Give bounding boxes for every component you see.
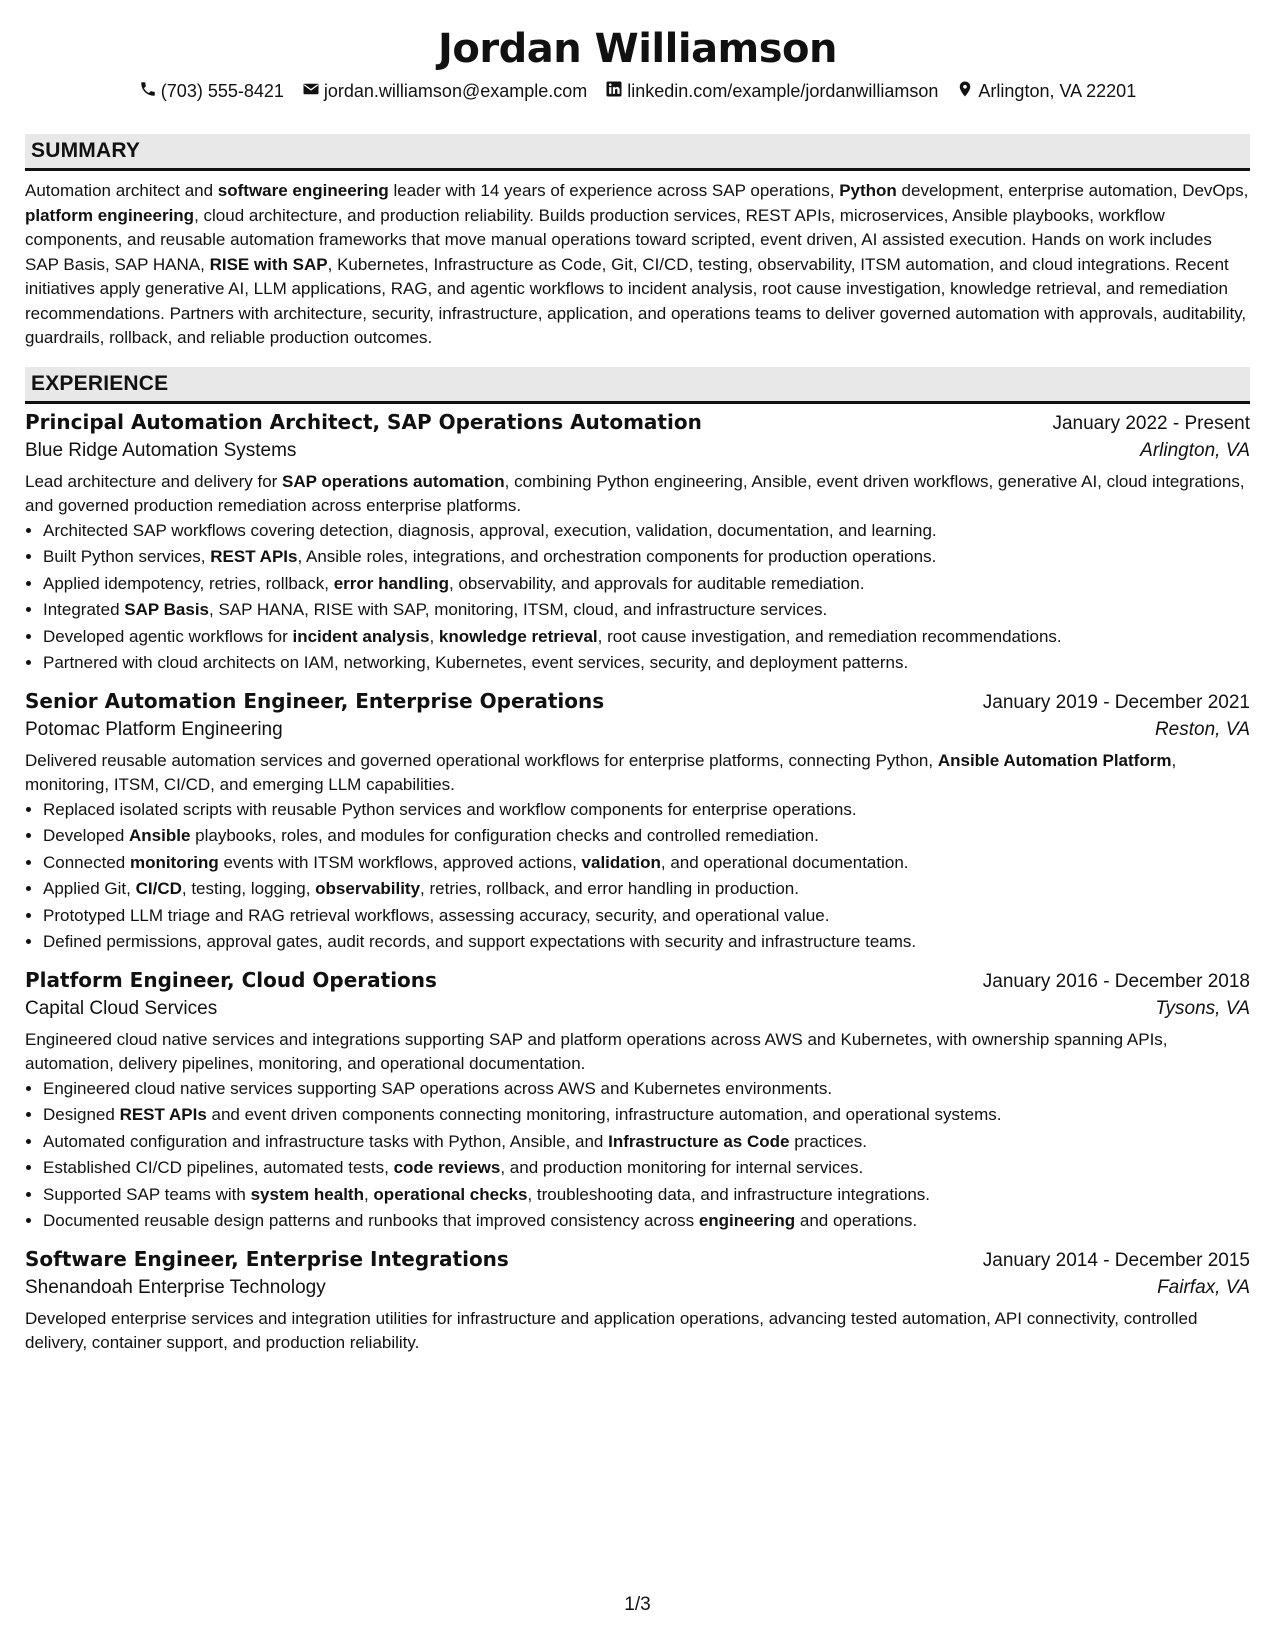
job-header-row — [25, 968, 1250, 993]
job-company-row — [25, 998, 1250, 1020]
text-run: Built Python services, — [43, 547, 211, 566]
text-run: , and production monitoring for internal services. — [500, 1158, 864, 1177]
text-run: Engineered cloud native services and integrations supporting SAP and platform operations across AWS and Kubernetes, with ownership spanning APIs, automation, delivery pipelines, monitoring, and operational documentation. — [25, 1029, 1168, 1073]
envelope-icon — [302, 80, 320, 103]
text-run: Automation architect and — [25, 181, 218, 200]
text-run: Defined permissions, approval gates, audit records, and support expectations with security and infrastructure teams. — [43, 932, 917, 951]
text-run: Applied Git, — [43, 879, 136, 898]
bullet-item — [43, 823, 1250, 850]
job-bullets — [25, 797, 1250, 956]
text-run: , — [363, 1184, 374, 1204]
contact-location — [956, 80, 1136, 103]
job-bullets — [25, 1076, 1250, 1235]
text-run: development, enterprise automation, DevOps, — [896, 181, 1249, 200]
job-location: Reston, VA — [1154, 718, 1250, 740]
text-run: Replaced isolated scripts with reusable Python services and workflow components for enterprise operations. — [43, 799, 857, 819]
bold-keyword: system health — [250, 1184, 364, 1204]
bullet-item — [43, 1129, 1250, 1156]
bold-keyword: engineering — [698, 1211, 796, 1230]
job-header-row — [25, 1247, 1250, 1272]
job-description — [25, 749, 1250, 797]
location-text: Arlington, VA 22201 — [978, 80, 1137, 101]
bullet-item — [43, 903, 1250, 930]
text-run: Established CI/CD pipelines, automated tests, — [43, 1158, 394, 1177]
bullet-item — [43, 850, 1250, 877]
text-run: Delivered reusable automation services and governed operational workflows for enterprise platforms, connecting Python, — [25, 750, 938, 770]
job-company-row — [25, 1277, 1250, 1299]
job-bullets — [25, 518, 1250, 677]
bold-keyword: validation — [581, 852, 661, 872]
bold-keyword: operational checks — [373, 1184, 528, 1204]
bold-keyword: platform engineering — [25, 205, 195, 225]
text-run: Lead architecture and delivery for — [25, 471, 283, 491]
text-run: Automated configuration and infrastructure tasks with Python, Ansible, and — [43, 1131, 609, 1151]
job-location: Fairfax, VA — [1157, 1276, 1250, 1298]
email-text[interactable]: jordan.williamson@example.com — [323, 80, 588, 101]
page-number: 1/3 — [624, 1594, 651, 1615]
bullet-item — [43, 1155, 1250, 1182]
bullet-item — [43, 1102, 1250, 1129]
bold-keyword: Ansible Automation Platform — [937, 750, 1172, 770]
contact-bar — [25, 78, 1250, 104]
experience-heading: EXPERIENCE — [25, 367, 1250, 404]
phone-text: (703) 555-8421 — [160, 80, 284, 101]
bullet-item — [43, 518, 1250, 545]
candidate-name: Jordan Williamson — [437, 26, 838, 72]
job-title: Software Engineer, Enterprise Integrations — [25, 1246, 509, 1271]
company-name: Blue Ridge Automation Systems — [25, 439, 297, 461]
bullet-item — [43, 876, 1250, 903]
job-company-row — [25, 719, 1250, 741]
bullet-item — [43, 1076, 1250, 1103]
bold-keyword: Ansible — [129, 826, 191, 845]
company-name: Capital Cloud Services — [25, 997, 218, 1019]
contact-phone — [139, 80, 284, 103]
bold-keyword: software engineering — [217, 181, 389, 200]
bullet-item — [43, 797, 1250, 824]
bold-keyword: Python — [839, 181, 897, 200]
text-run: events with ITSM workflows, approved actions, — [218, 852, 582, 872]
bold-keyword: monitoring — [129, 852, 219, 872]
text-run: Supported SAP teams with — [43, 1184, 251, 1204]
text-run: , and operational documentation. — [660, 852, 909, 872]
summary-text — [25, 179, 1250, 351]
bold-keyword: error handling — [333, 573, 449, 593]
text-run: playbooks, roles, and modules for configuration checks and controlled remediation. — [190, 826, 819, 845]
bold-keyword: Infrastructure as Code — [608, 1131, 790, 1151]
text-run: Developed enterprise services and integration utilities for infrastructure and application operations, advancing tested automation, API connectivity, controlled delivery, container support, and production reliability. — [25, 1308, 1198, 1352]
bullet-item — [43, 1182, 1250, 1209]
company-name: Shenandoah Enterprise Technology — [25, 1276, 326, 1298]
bullet-item — [43, 597, 1250, 624]
bold-keyword: REST APIs — [210, 547, 298, 566]
text-run: , Kubernetes, Infrastructure as Code, Git, CI/CD, testing, observability, ITSM automation, and cloud integrations. Recent initiatives apply generative AI, LLM applications, RAG, and agentic workflows to incident analysis, root cause investigation, knowledge retrieval, and remediation recommendations. Partners with architecture, security, infrastructure, application, and operations teams to deliver governed automation with approvals, auditability, guardrails, rollback, and reliable production outcomes. — [25, 254, 1247, 347]
bold-keyword: CI/CD — [135, 879, 182, 898]
job-description — [25, 1028, 1250, 1076]
bold-keyword: SAP operations automation — [282, 471, 505, 491]
text-run: Connected — [43, 852, 130, 872]
text-run: Partnered with cloud architects on IAM, networking, Kubernetes, event services, security, and deployment patterns. — [43, 653, 909, 672]
text-run: , monitoring, ITSM, CI/CD, and emerging LLM capabilities. — [25, 750, 1177, 794]
text-run: Prototyped LLM triage and RAG retrieval workflows, assessing accuracy, security, and operational value. — [43, 905, 830, 925]
bold-keyword: code reviews — [393, 1158, 501, 1177]
text-run: Integrated — [43, 600, 125, 619]
text-run: leader with 14 years of experience across SAP operations, — [388, 181, 840, 200]
job-location: Arlington, VA — [1140, 439, 1250, 461]
experience-list — [25, 410, 1250, 1355]
bold-keyword: observability — [315, 879, 421, 898]
text-run: and event driven components connecting monitoring, infrastructure automation, and operational systems. — [206, 1105, 1002, 1124]
linkedin-icon — [605, 80, 623, 103]
job-dates: January 2019 - December 2021 — [982, 691, 1250, 713]
text-run: , observability, and approvals for auditable remediation. — [448, 573, 865, 593]
job-company-row — [25, 440, 1250, 462]
job-title: Senior Automation Engineer, Enterprise Operations — [25, 688, 605, 713]
job-dates: January 2016 - December 2018 — [982, 970, 1250, 992]
job-dates: January 2022 - Present — [1052, 412, 1250, 434]
job-dates: January 2014 - December 2015 — [982, 1249, 1250, 1271]
resume-page — [25, 0, 1250, 1355]
bold-keyword: incident analysis — [292, 626, 430, 646]
text-run: , — [429, 626, 439, 646]
text-run: , SAP HANA, RISE with SAP, monitoring, ITSM, cloud, and infrastructure services. — [209, 600, 828, 619]
text-run: , retries, rollback, and error handling in production. — [420, 879, 799, 898]
bullet-item — [43, 650, 1250, 677]
bold-keyword: RISE with SAP — [209, 254, 328, 274]
job-entry — [25, 410, 1250, 677]
text-run: Documented reusable design patterns and runbooks that improved consistency across — [43, 1211, 699, 1230]
text-run: Applied idempotency, retries, rollback, — [43, 573, 334, 593]
phone-icon — [139, 80, 157, 103]
text-run: Developed agentic workflows for — [43, 626, 293, 646]
bold-keyword: REST APIs — [119, 1105, 207, 1124]
bold-keyword: knowledge retrieval — [438, 626, 598, 646]
text-run: , cloud architecture, and production reliability. Builds production services, REST APIs, microservices, Ansible playbooks, workflow components, and reusable automation frameworks that move manual operations toward scripted, event driven, AI assisted execution. Hands on work includes SAP Basis, SAP HANA, — [25, 205, 1212, 274]
job-header-row — [25, 410, 1250, 435]
bullet-item — [43, 624, 1250, 651]
linkedin-text[interactable]: linkedin.com/example/jordanwilliamson — [627, 80, 939, 101]
job-entry — [25, 1247, 1250, 1355]
text-run: , Ansible roles, integrations, and orchestration components for production operations. — [297, 547, 937, 566]
job-title: Platform Engineer, Cloud Operations — [25, 967, 437, 992]
job-description — [25, 470, 1250, 518]
contact-email[interactable] — [302, 80, 587, 103]
text-run: practices. — [789, 1131, 867, 1151]
job-entry — [25, 689, 1250, 956]
text-run: Engineered cloud native services supporting SAP operations across AWS and Kubernetes environments. — [43, 1078, 833, 1098]
text-run: , testing, logging, — [181, 879, 316, 898]
text-run: , combining Python engineering, Ansible, event driven workflows, generative AI, cloud integrations, and governed production remediation across enterprise platforms. — [25, 471, 1245, 515]
text-run: Designed — [43, 1105, 120, 1124]
bold-keyword: SAP Basis — [124, 600, 210, 619]
text-run: , troubleshooting data, and infrastructure integrations. — [527, 1184, 931, 1204]
company-name: Potomac Platform Engineering — [25, 718, 283, 740]
job-title: Principal Automation Architect, SAP Operations Automation — [25, 409, 702, 434]
text-run: , root cause investigation, and remediation recommendations. — [597, 626, 1062, 646]
bullet-item — [43, 571, 1250, 598]
job-entry — [25, 968, 1250, 1235]
map-pin-icon — [956, 80, 974, 103]
bullet-item — [43, 1208, 1250, 1235]
job-location: Tysons, VA — [1155, 997, 1250, 1019]
bullet-item — [43, 544, 1250, 571]
contact-linkedin[interactable] — [605, 80, 938, 103]
bullet-item — [43, 929, 1250, 956]
job-description — [25, 1307, 1250, 1355]
job-header-row — [25, 689, 1250, 714]
text-run: Developed — [43, 826, 130, 845]
text-run: Architected SAP workflows covering detection, diagnosis, approval, execution, validation, documentation, and learning. — [43, 520, 937, 540]
summary-heading: SUMMARY — [25, 134, 1250, 171]
text-run: and operations. — [795, 1211, 918, 1230]
